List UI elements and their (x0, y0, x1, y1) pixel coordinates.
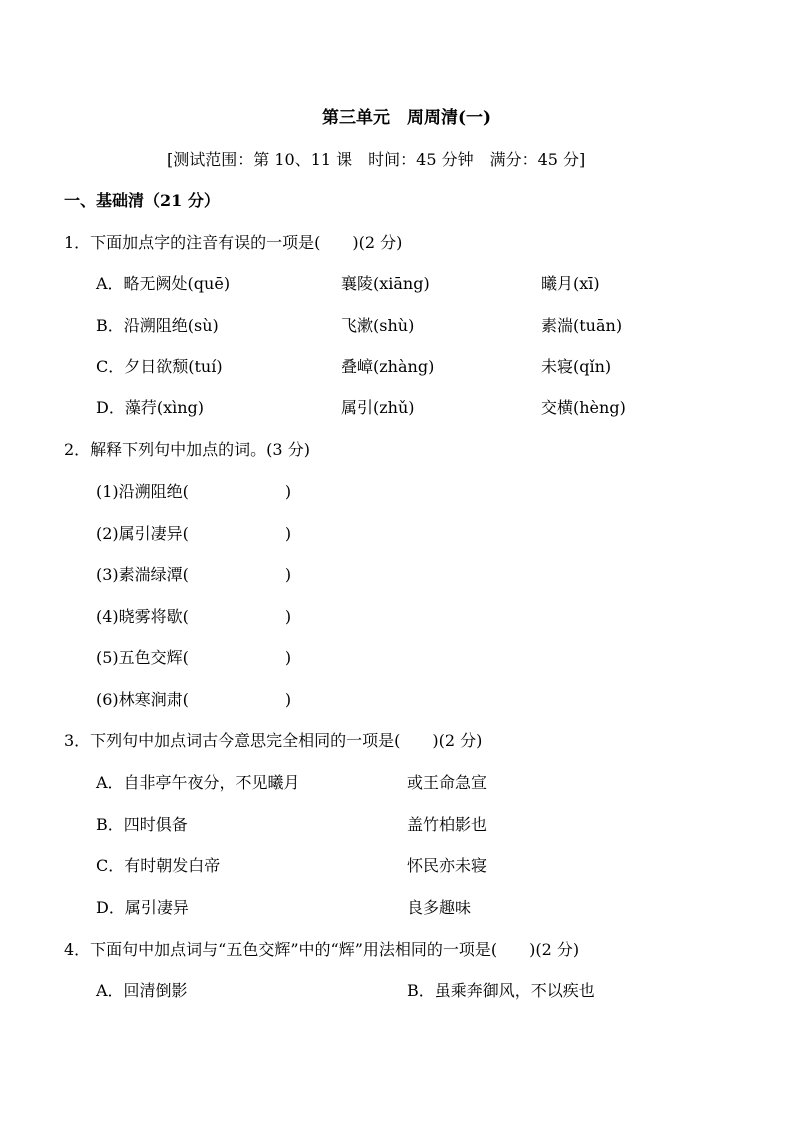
question-stem: 2．解释下列句中加点的词。(3 分) (64, 440, 310, 459)
option-col-2: 飞漱(shù) (341, 316, 415, 335)
option-col-2: 属引(zhǔ) (341, 398, 415, 417)
fill-blank-item: (4)晓雾将歇( ) (96, 607, 292, 626)
option-col-1: C．夕日欲颓(tuí) (96, 357, 223, 376)
option-col-1: B．四时俱备 (96, 815, 188, 834)
test-scope: [测试范围：第 10、11 课 时间：45 分钟 满分：45 分] (167, 150, 586, 169)
fill-blank-item: (5)五色交辉( ) (96, 648, 292, 667)
option-col-1: A．自非亭午夜分，不见曦月 (96, 773, 300, 792)
fill-blank-item: (6)林寒涧肃( ) (96, 690, 292, 709)
option-col-1: D．藻荇(xìng) (96, 398, 205, 417)
fill-blank-item: (1)沿溯阻绝( ) (96, 482, 292, 501)
fill-blank-item: (3)素湍绿潭( ) (96, 565, 292, 584)
option-col-2: 怀民亦未寝 (407, 856, 488, 875)
option-col-3: 曦月(xī) (541, 274, 600, 293)
option-col-2: 盖竹柏影也 (407, 815, 488, 834)
question-stem: 4．下面句中加点词与“五色交辉”中的“辉”用法相同的一项是( )(2 分) (64, 940, 580, 959)
option-col-1: D．属引凄异 (96, 898, 189, 917)
section-heading: 一、基础清（21 分） (64, 191, 220, 210)
option-col-3: 未寝(qǐn) (541, 357, 612, 376)
question-stem: 1．下面加点字的注音有误的一项是( )(2 分) (64, 233, 403, 252)
option-col-2: 或王命急宣 (407, 773, 488, 792)
page-title: 第三单元 周周清(一) (322, 108, 492, 128)
option-col-2: 叠嶂(zhàng) (341, 357, 435, 376)
option-col-2: 襄陵(xiāng) (341, 274, 430, 293)
option-col-1: B．沿溯阻绝(sù) (96, 316, 219, 335)
option-col-2: B．虽乘奔御风，不以疾也 (407, 981, 595, 1000)
option-col-2: 良多趣味 (407, 898, 472, 917)
option-col-1: A．回清倒影 (96, 981, 188, 1000)
option-col-1: C．有时朝发白帝 (96, 856, 221, 875)
question-stem: 3．下列句中加点词古今意思完全相同的一项是( )(2 分) (64, 731, 483, 750)
option-col-1: A．略无阙处(quē) (96, 274, 231, 293)
option-col-3: 交横(hèng) (541, 398, 626, 417)
option-col-3: 素湍(tuān) (541, 316, 623, 335)
fill-blank-item: (2)属引凄异( ) (96, 524, 292, 543)
